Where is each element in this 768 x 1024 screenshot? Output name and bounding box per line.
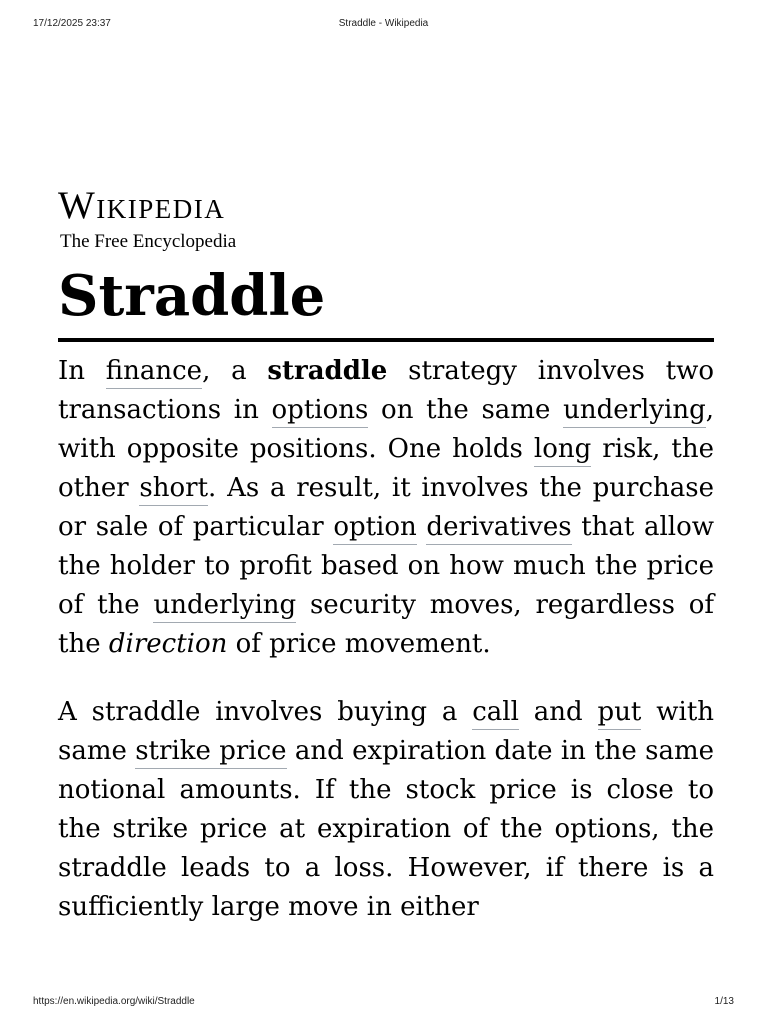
paragraph-text: with same: [58, 697, 715, 766]
paragraph-text: A straddle involves buying a: [58, 697, 473, 727]
article-link[interactable]: derivatives: [426, 512, 571, 545]
article-link[interactable]: underlying: [563, 395, 706, 428]
italic-term: direction: [108, 629, 228, 659]
article-link[interactable]: long: [534, 434, 591, 467]
paragraph-text: risk, the other: [58, 434, 715, 503]
print-url: https://en.wikipedia.org/wiki/Straddle: [33, 996, 195, 1007]
paragraph-text: security moves, regardless of the: [58, 590, 714, 659]
article-link[interactable]: put: [598, 697, 642, 730]
paragraph-text: In: [58, 356, 106, 386]
print-header: [33, 18, 734, 32]
paragraph-text: and expiration date in the same notional amounts. If the stock price is close to the strike price at expiration of the options, the straddle leads to a loss. However, if there is a sufficiently large move in either: [58, 736, 714, 922]
paragraph-text: [417, 512, 427, 542]
wikipedia-logo[interactable]: [58, 180, 714, 264]
bold-term: straddle: [267, 356, 388, 386]
paragraph-text: of price movement.: [227, 629, 491, 659]
paragraph-text: on the same: [368, 395, 564, 425]
article-paragraph-1: [58, 352, 714, 664]
article-link[interactable]: options: [272, 395, 369, 428]
wikipedia-tagline: The Free Encyclopedia: [60, 231, 237, 252]
paragraph-text: , a: [202, 356, 268, 386]
print-footer: [33, 996, 734, 1010]
article-link[interactable]: strike price: [135, 736, 286, 769]
print-date: 17/12/2025 23:37: [33, 18, 111, 29]
paragraph-text: . As a result, it involves the purchase or sale of particular: [58, 473, 714, 542]
print-page-number: 1/13: [714, 996, 734, 1007]
article-link[interactable]: short: [139, 473, 208, 506]
article-link[interactable]: call: [472, 697, 519, 730]
article-link[interactable]: option: [333, 512, 416, 545]
article-paragraph-2: [58, 693, 714, 927]
print-page-title: Straddle - Wikipedia: [338, 18, 429, 29]
article-link[interactable]: finance: [106, 356, 202, 389]
article-title: Straddle: [58, 264, 714, 342]
wikipedia-wordmark: Wikipedia: [58, 184, 226, 227]
paragraph-text: and: [518, 697, 598, 727]
paragraph-text: , with opposite positions. One holds: [58, 395, 715, 464]
paragraph-text: strategy involves two transactions in: [58, 356, 715, 425]
article-link[interactable]: underlying: [153, 590, 296, 623]
article-content: [58, 180, 714, 927]
paragraph-text: that allow the holder to profit based on how much the price of the: [58, 512, 715, 620]
